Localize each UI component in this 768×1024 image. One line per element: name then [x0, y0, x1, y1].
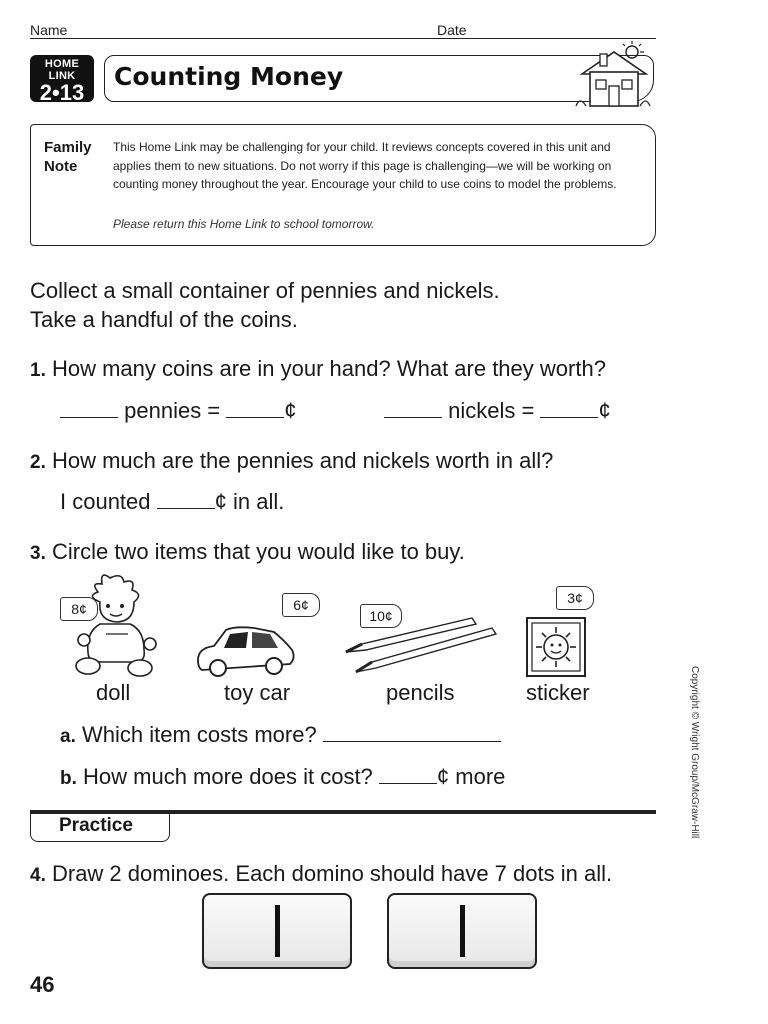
counted-value-blank[interactable] — [157, 490, 215, 509]
domino-1-divider — [275, 905, 280, 957]
question-3 — [30, 539, 465, 565]
pennies-label: pennies = — [124, 398, 221, 423]
question-1-text: How many coins are in your hand? What are they worth? — [51, 356, 606, 381]
question-2-text: How much are the pennies and nickels worth in all? — [51, 448, 554, 473]
practice-tab: Practice — [30, 814, 170, 842]
domino-2[interactable] — [387, 893, 537, 969]
question-2 — [30, 448, 553, 474]
question-1 — [30, 356, 606, 382]
pennies-value-blank[interactable] — [226, 399, 284, 418]
page-title: Counting Money — [114, 62, 344, 91]
copyright-text: Copyright © Wright Group/McGraw-Hill — [689, 666, 700, 839]
domino-1[interactable] — [202, 893, 352, 969]
question-2-number: 2. — [30, 452, 46, 473]
domino-2-divider — [460, 905, 465, 957]
question-1-nickels-row — [384, 398, 611, 424]
car-price-tag: 6¢ — [282, 593, 320, 617]
pencils-label: pencils — [386, 680, 455, 705]
sticker-icon[interactable] — [525, 616, 587, 678]
question-1-number: 1. — [30, 360, 46, 381]
doll-price-tag: 8¢ — [60, 597, 98, 621]
intro-line2: Take a handful of the coins. — [30, 307, 298, 332]
nickels-count-blank[interactable] — [384, 399, 442, 418]
question-3b-letter: b. — [60, 768, 77, 789]
question-3a-text: Which item costs more? — [81, 722, 317, 747]
nickels-cent-sign: ¢ — [598, 398, 611, 423]
header-rule — [30, 38, 656, 39]
badge-line2: 2•13 — [39, 80, 85, 105]
pencils-price-tag: 10¢ — [360, 604, 402, 628]
pennies-cent-sign: ¢ — [284, 398, 297, 423]
nickels-label: nickels = — [448, 398, 535, 423]
pennies-count-blank[interactable] — [60, 399, 118, 418]
sticker-price-tag: 3¢ — [556, 586, 594, 610]
question-3a — [60, 722, 501, 748]
family-note-label — [44, 138, 92, 176]
intro-line1: Collect a small container of pennies and nickels. — [30, 278, 500, 303]
question-3-number: 3. — [30, 543, 46, 564]
name-label: Name — [30, 22, 68, 38]
question-4 — [30, 861, 612, 887]
doll-icon[interactable] — [70, 570, 162, 680]
question-4-number: 4. — [30, 865, 46, 886]
counted-suffix: ¢ in all. — [214, 489, 285, 514]
sticker-label: sticker — [526, 680, 590, 705]
date-label: Date — [437, 22, 467, 38]
family-note-label-line1: Family — [44, 139, 92, 156]
question-3-text: Circle two items that you would like to buy. — [51, 539, 465, 564]
family-note-return: Please return this Home Link to school tomorrow. — [113, 217, 375, 231]
question-3b-blank[interactable] — [379, 765, 437, 784]
question-3a-blank[interactable] — [323, 723, 501, 742]
house-icon — [572, 40, 654, 110]
question-4-text: Draw 2 dominoes. Each domino should have 7 dots in all. — [51, 861, 613, 886]
question-2-answer-row — [60, 489, 284, 515]
toy-car-icon[interactable] — [194, 622, 298, 678]
family-note-body: This Home Link may be challenging for your child. It reviews concepts covered in this unit and applies them to new situations. Do not worry if this page is challenging—we will be working on counting money throughout the year. Encourage your child to use coins to model the problems. — [113, 140, 617, 192]
nickels-value-blank[interactable] — [540, 399, 598, 418]
page-number: 46 — [30, 972, 55, 997]
question-1-answer-row — [60, 398, 297, 424]
question-3b-text: How much more does it cost? — [83, 764, 373, 789]
question-3b-suffix: ¢ more — [436, 764, 506, 789]
question-3b — [60, 764, 505, 790]
toy-car-label: toy car — [224, 680, 291, 705]
doll-label: doll — [96, 680, 131, 705]
home-link-badge — [30, 55, 94, 105]
badge-line1: HOME LINK — [44, 58, 80, 82]
family-note-label-line2: Note — [44, 158, 78, 175]
counted-prefix: I counted — [60, 489, 151, 514]
question-3a-letter: a. — [60, 726, 76, 747]
